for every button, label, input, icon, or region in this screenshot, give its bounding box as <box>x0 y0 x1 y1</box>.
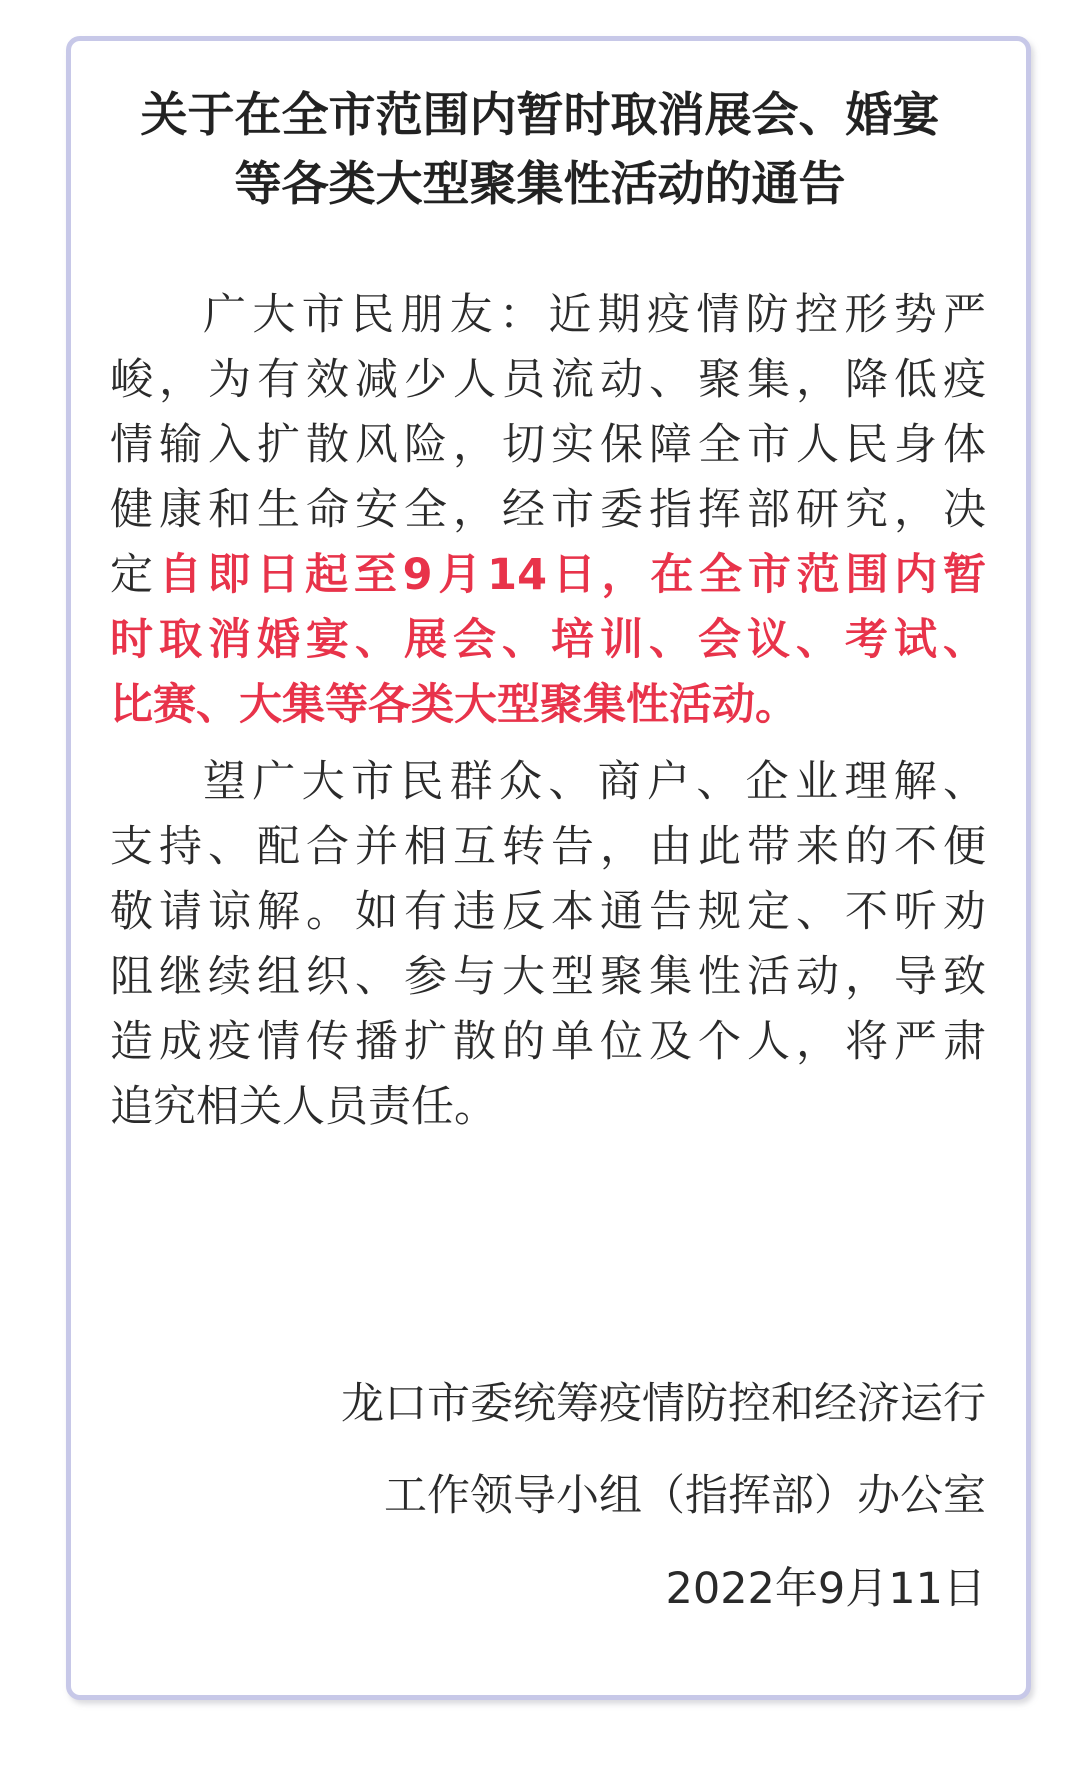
paragraph-2-line-4: 阻继续组织、参与大型聚集性活动，导致 <box>110 952 986 1002</box>
paragraph-1-plain-text: 定 <box>110 550 159 600</box>
paragraph-2-line-6: 追究相关人员责任。 <box>110 1082 497 1132</box>
paragraph-2-line-5: 造成疫情传播扩散的单位及个人，将严肃 <box>110 1017 986 1067</box>
notice-title-line-1: 关于在全市范围内暂时取消展会、婚宴 <box>140 88 940 143</box>
paragraph-1-line-5 <box>110 539 986 611</box>
paragraph-1-line-1: 广大市民朋友：近期疫情防控形势严 <box>203 290 986 340</box>
paragraph-1-line-2: 峻，为有效减少人员流动、聚集，降低疫 <box>110 355 986 405</box>
paragraph-2-line-3: 敬请谅解。如有违反本通告规定、不听劝 <box>110 887 986 937</box>
highlighted-announcement-line-3: 比赛、大集等各类大型聚集性活动。 <box>110 680 798 730</box>
signature-org-line-2: 工作领导小组（指挥部）办公室 <box>384 1471 986 1521</box>
paragraph-2-line-2: 支持、配合并相互转告，由此带来的不便 <box>110 822 986 872</box>
paragraph-2-line-1: 望广大市民群众、商户、企业理解、 <box>203 757 986 807</box>
notice-title-line-2: 等各类大型聚集性活动的通告 <box>234 157 846 212</box>
signature-org-line-1: 龙口市委统筹疫情防控和经济运行 <box>341 1379 986 1429</box>
paragraph-1-line-4: 健康和生命安全，经市委指挥部研究，决 <box>110 485 986 535</box>
paragraph-1-line-3: 情输入扩散风险，切实保障全市人民身体 <box>110 420 986 470</box>
signature-date: 2022年9月11日 <box>665 1564 986 1614</box>
highlighted-announcement-line-2: 时取消婚宴、展会、培训、会议、考试、 <box>110 615 986 665</box>
highlighted-announcement-text: 自即日起至9月14日，在全市范围内暂 <box>158 550 986 600</box>
